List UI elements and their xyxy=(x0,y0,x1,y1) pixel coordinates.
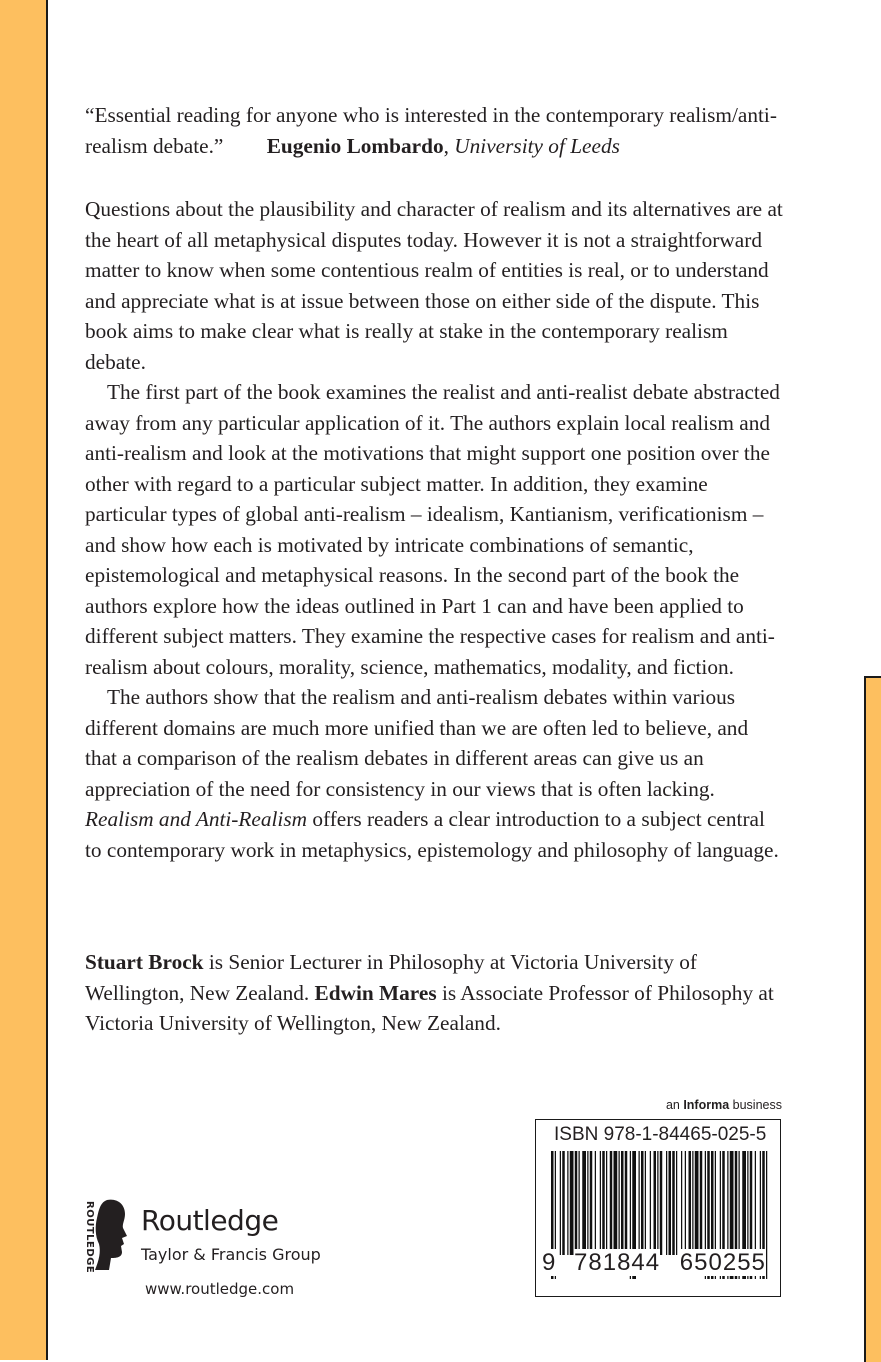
informa-tagline xyxy=(600,1098,782,1112)
barcode-digit-first: 9 xyxy=(542,1249,557,1276)
barcode-digit-group-2: 650255 xyxy=(679,1249,766,1276)
barcode-digit-group-1: 781844 xyxy=(574,1249,661,1276)
author-2-name: Edwin Mares xyxy=(314,980,437,1005)
publisher-url[interactable]: www.routledge.com xyxy=(145,1280,295,1298)
barcode-box xyxy=(535,1119,781,1297)
isbn-label: ISBN 978-1-84465-025-5 xyxy=(554,1124,767,1145)
author-1-name: Stuart Brock xyxy=(85,950,204,974)
description-paragraph-3-part-a: The authors show that the realism and anti-realism debates within various different domains are much more unified than we are often led to believe, and that a comparison of the realism debates in different areas can give us an appreciation of the need for consistency in our views that is often lacking. xyxy=(85,685,749,801)
book-title: Realism and Anti-Realism xyxy=(85,807,308,831)
publisher-name: Routledge xyxy=(141,1204,279,1237)
author-1-bio: is Senior Lecturer in Philosophy at Victoria University of Wellington, New Zealand. xyxy=(85,950,697,1005)
quote-attribution: Eugenio Lombardo, University of Leeds xyxy=(266,133,620,158)
left-color-band xyxy=(0,0,48,1360)
informa-brand: Informa xyxy=(683,1098,730,1112)
author-2-bio: is Associate Professor of Philosophy at Victoria University of Wellington, New Zealand. xyxy=(85,980,774,1035)
quote-author: Eugenio Lombardo xyxy=(266,133,444,158)
right-color-band xyxy=(864,676,881,1362)
routledge-head-logo-icon xyxy=(93,1198,129,1272)
description-paragraph-2: The first part of the book examines the realist and anti-realist debate abstracted away from any particular application of it. The authors explain local realism and anti-realism and look at the motivations that might support one position over the other with regard to a particular subject matter. In addition, they examine particular types of global anti-realism – idealism, Kantianism, verificationism – and show how each is motivated by intricate combinations of semantic, epistemological and metaphysical reasons. In the second part of the book the authors explore how the ideas outlined in Part 1 can and have been applied to different subject matters. They examine the respective cases for realism and anti-realism about colours, morality, science, mathematics, modality, and fiction. xyxy=(85,380,780,679)
author-bios xyxy=(85,947,785,1039)
routledge-vertical-wordmark: ROUTLEDGE xyxy=(84,1201,95,1274)
barcode-digits xyxy=(542,1249,774,1277)
quote-affiliation: University of Leeds xyxy=(454,133,620,158)
informa-prefix: an xyxy=(665,1098,680,1112)
publisher-group: Taylor & Francis Group xyxy=(141,1245,321,1264)
quote-text: “Essential reading for anyone who is interested in the contemporary realism/anti-realism debate.” xyxy=(85,103,777,158)
description-paragraph-3-part-b: offers readers a clear introduction to a subject central to contemporary work in metaphysics, epistemology and philosophy of language. xyxy=(85,807,779,862)
book-description xyxy=(85,194,785,865)
endorsement-quote xyxy=(85,100,785,161)
description-paragraph-1: Questions about the plausibility and character of realism and its alternatives are at the heart of all metaphysical disputes today. However it is not a straightforward matter to know when some contentious realm of entities is real, or to understand and appreciate what is at issue between those on either side of the dispute. This book aims to make clear what is really at stake in the contemporary realism debate. xyxy=(85,197,783,374)
description-paragraph-3 xyxy=(85,682,785,865)
informa-suffix: business xyxy=(732,1098,782,1112)
